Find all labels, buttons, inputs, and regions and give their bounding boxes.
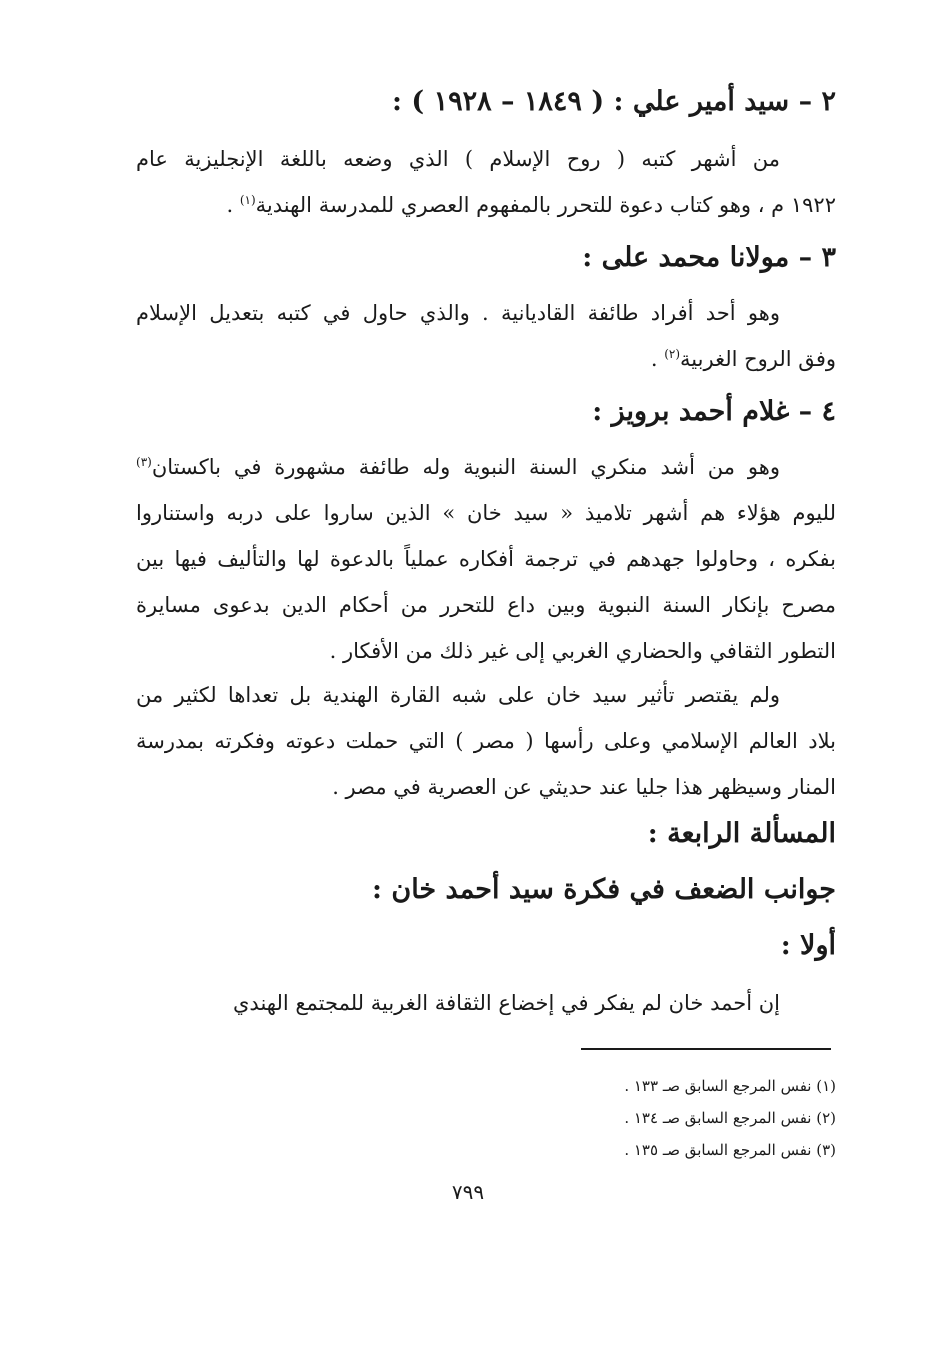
footnotes bbox=[336, 1070, 836, 1166]
section-heading-ghulam-ahmad: ٤ – غلام أحمد برويز : bbox=[592, 396, 836, 427]
footnote-item: (١) نفس المرجع السابق صـ ١٣٣ . bbox=[624, 1077, 836, 1095]
paragraph-line bbox=[136, 182, 836, 228]
footnote-ref: (٢) bbox=[664, 347, 681, 361]
paragraph-line: بفكره ، وحاولوا جهدهم في ترجمة أفكاره عملياً بالدعوة لها والتأليف فيها بين bbox=[136, 547, 836, 571]
paragraph-line: المنار وسيظهر هذا جليا عند حديثي عن العصرية في مصر . bbox=[332, 775, 836, 799]
heading-weaknesses: جوانب الضعف في فكرة سيد أحمد خان : bbox=[372, 874, 836, 905]
paragraph-line: التطور الثقافي والحضاري الغربي إلى غير ذلك من الأفكار . bbox=[329, 639, 836, 663]
page-number: ٧٩٩ bbox=[451, 1180, 485, 1204]
section-heading-muhammad-ali: ٣ – مولانا محمد على : bbox=[582, 242, 836, 273]
paragraph-line bbox=[136, 444, 836, 490]
line-tail: . bbox=[650, 347, 665, 371]
paragraph-line: بلاد العالم الإسلامي وعلى رأسها ( مصر ) التي حملت دعوته وفكرته بمدرسة bbox=[136, 729, 836, 753]
section-heading-amir-ali: ٢ – سيد أمير علي : ( ١٨٤٩ – ١٩٢٨ ) : bbox=[392, 86, 836, 117]
footnote-ref: (١) bbox=[239, 193, 256, 207]
paragraph-line-text: ١٩٢٢ م ، وهو كتاب دعوة للتحرر بالمفهوم العصري للمدرسة الهندية bbox=[255, 193, 836, 217]
heading-first-point: أولا : bbox=[780, 930, 836, 961]
paragraph-line-text: وهو من أشد منكري السنة النبوية وله طائفة مشهورة في باكستان bbox=[151, 455, 780, 479]
footnote-ref: (٣) bbox=[136, 455, 152, 469]
paragraph-influence bbox=[136, 672, 836, 810]
heading-fourth-issue: المسألة الرابعة : bbox=[647, 818, 836, 849]
paragraph-line: ولم يقتصر تأثير سيد خان على شبه القارة الهندية بل تعداها لكثير من bbox=[136, 683, 780, 707]
paragraph-line: إن أحمد خان لم يفكر في إخضاع الثقافة الغربية للمجتمع الهندي bbox=[232, 991, 780, 1015]
line-tail: . bbox=[226, 193, 240, 217]
paragraph-line bbox=[136, 336, 836, 382]
paragraph-line: من أشهر كتبه ( روح الإسلام ) الذي وضعه باللغة الإنجليزية عام bbox=[136, 147, 780, 171]
paragraph-amir-ali bbox=[136, 136, 836, 228]
paragraph-line: وهو أحد أفراد طائفة القاديانية . والذي حاول في كتبه بتعديل الإسلام bbox=[136, 301, 780, 325]
paragraph-line: لليوم هؤلاء هم أشهر تلاميذ « سيد خان » الذين ساروا على دربه واستناروا bbox=[136, 501, 836, 525]
footnote-item: (٢) نفس المرجع السابق صـ ١٣٤ . bbox=[624, 1109, 836, 1127]
paragraph-first-point bbox=[136, 980, 836, 1026]
paragraph-line: مصرح بإنكار السنة النبوية وبين داع للتحرر من أحكام الدين بدعوى مسايرة bbox=[136, 593, 836, 617]
paragraph-muhammad-ali bbox=[136, 290, 836, 382]
footnote-divider bbox=[581, 1048, 831, 1050]
footnote-item: (٣) نفس المرجع السابق صـ ١٣٥ . bbox=[624, 1141, 836, 1159]
paragraph-line-text: وفق الروح الغربية bbox=[680, 347, 836, 371]
paragraph-ghulam-ahmad bbox=[136, 444, 836, 674]
